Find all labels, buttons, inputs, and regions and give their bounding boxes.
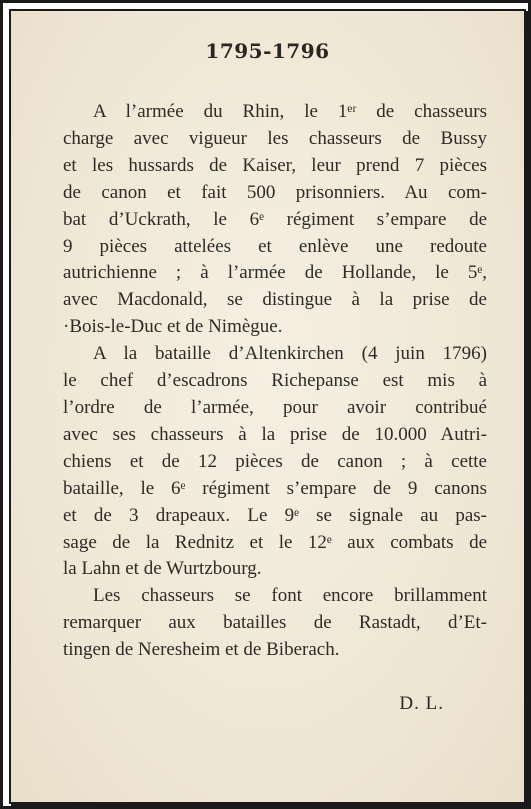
text-line: et de 3 drapeaux. Le 9ᵉ se signale au pas- [63, 504, 487, 526]
paragraph [63, 341, 487, 583]
text-line: le chef d’escadrons Richepanse est mis à [63, 370, 487, 392]
text-line: autrichienne ; à l’armée de Hollande, le 5ᵉ, [63, 262, 487, 284]
page [11, 11, 524, 802]
text-line: l’ordre de l’armée, pour avoir contribué [63, 396, 487, 418]
text-line: bat d’Uckrath, le 6ᵉ régiment s’empare de [63, 208, 487, 230]
text-line: et les hussards de Kaiser, leur prend 7 pièces [63, 154, 487, 176]
text-line: 9 pièces attelées et enlève une redoute [63, 235, 487, 257]
text-line: tingen de Neresheim et de Biberach. [63, 639, 340, 661]
text-line: A l’armée du Rhin, le 1ᵉʳ de chasseurs [93, 101, 487, 122]
text-line: chiens et de 12 pièces de canon ; à cette [63, 450, 487, 472]
text-line: Les chasseurs se font encore brillamment [93, 585, 487, 607]
text-line: de canon et fait 500 prisonniers. Au com- [63, 181, 487, 203]
text-line: avec Macdonald, se distingue à la prise de [63, 289, 487, 311]
text-line: avec ses chasseurs à la prise de 10.000 Autri- [63, 423, 487, 445]
text-line: ·Bois-le-Duc et de Nimègue. [63, 316, 283, 338]
text-line: A la bataille d’Altenkirchen (4 juin 1796) [93, 343, 487, 365]
inner-frame [9, 9, 526, 804]
paragraph [63, 583, 487, 664]
body-text [63, 99, 487, 664]
text-line: charge avec vigueur les chasseurs de Bussy [63, 127, 487, 149]
text-line: la Lahn et de Wurtzbourg. [63, 558, 262, 580]
text-line: remarquer aux batailles de Rastadt, d’Et- [63, 612, 487, 634]
paragraph [63, 99, 487, 341]
text-line: sage de la Rednitz et le 12ᵉ aux combats de [63, 531, 487, 553]
page-title: 1795-1796 [205, 39, 330, 63]
signature: D. L. [399, 693, 444, 714]
text-line: bataille, le 6ᵉ régiment s’empare de 9 canons [63, 477, 487, 499]
